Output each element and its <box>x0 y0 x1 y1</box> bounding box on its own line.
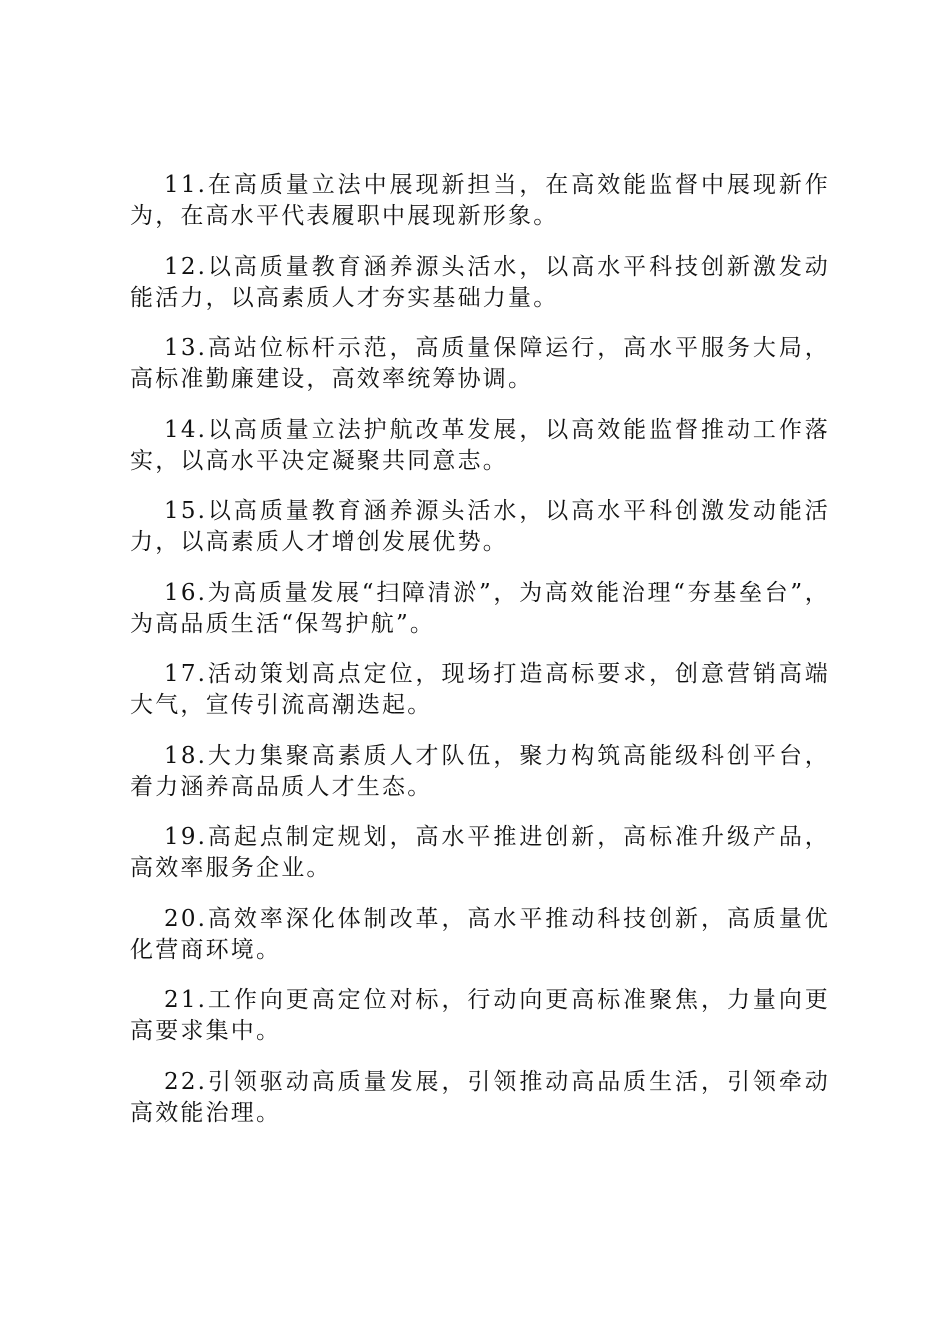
list-item: 14.以高质量立法护航改革发展，以高效能监督推动工作落实，以高水平决定凝聚共同意志。 <box>130 416 830 474</box>
list-item: 18.大力集聚高素质人才队伍，聚力构筑高能级科创平台，着力涵养高品质人才生态。 <box>130 742 830 800</box>
document-body <box>130 170 830 1148</box>
list-item: 12.以高质量教育涵养源头活水，以高水平科技创新激发动能活力，以高素质人才夯实基础力量。 <box>130 253 830 311</box>
list-item: 15.以高质量教育涵养源头活水，以高水平科创激发动能活力，以高素质人才增创发展优势。 <box>130 498 830 555</box>
list-item: 21.工作向更高定位对标，行动向更高标准聚焦，力量向更高要求集中。 <box>130 987 830 1044</box>
list-item: 19.高起点制定规划，高水平推进创新，高标准升级产品，高效率服务企业。 <box>130 824 830 881</box>
list-item: 20.高效率深化体制改革，高水平推动科技创新，高质量优化营商环境。 <box>130 905 830 963</box>
list-item: 22.引领驱动高质量发展，引领推动高品质生活，引领牵动高效能治理。 <box>130 1068 830 1126</box>
list-item: 16.为高质量发展“扫障清淤”，为高效能治理“夯基垒台”，为高品质生活“保驾护航”。 <box>130 579 830 637</box>
list-item: 17.活动策划高点定位，现场打造高标要求，创意营销高端大气，宣传引流高潮迭起。 <box>130 661 830 718</box>
list-item: 11.在高质量立法中展现新担当，在高效能监督中展现新作为，在高水平代表履职中展现新形象。 <box>130 172 830 229</box>
list-item: 13.高站位标杆示范，高质量保障运行，高水平服务大局，高标准勤廉建设，高效率统筹协调。 <box>130 335 830 392</box>
